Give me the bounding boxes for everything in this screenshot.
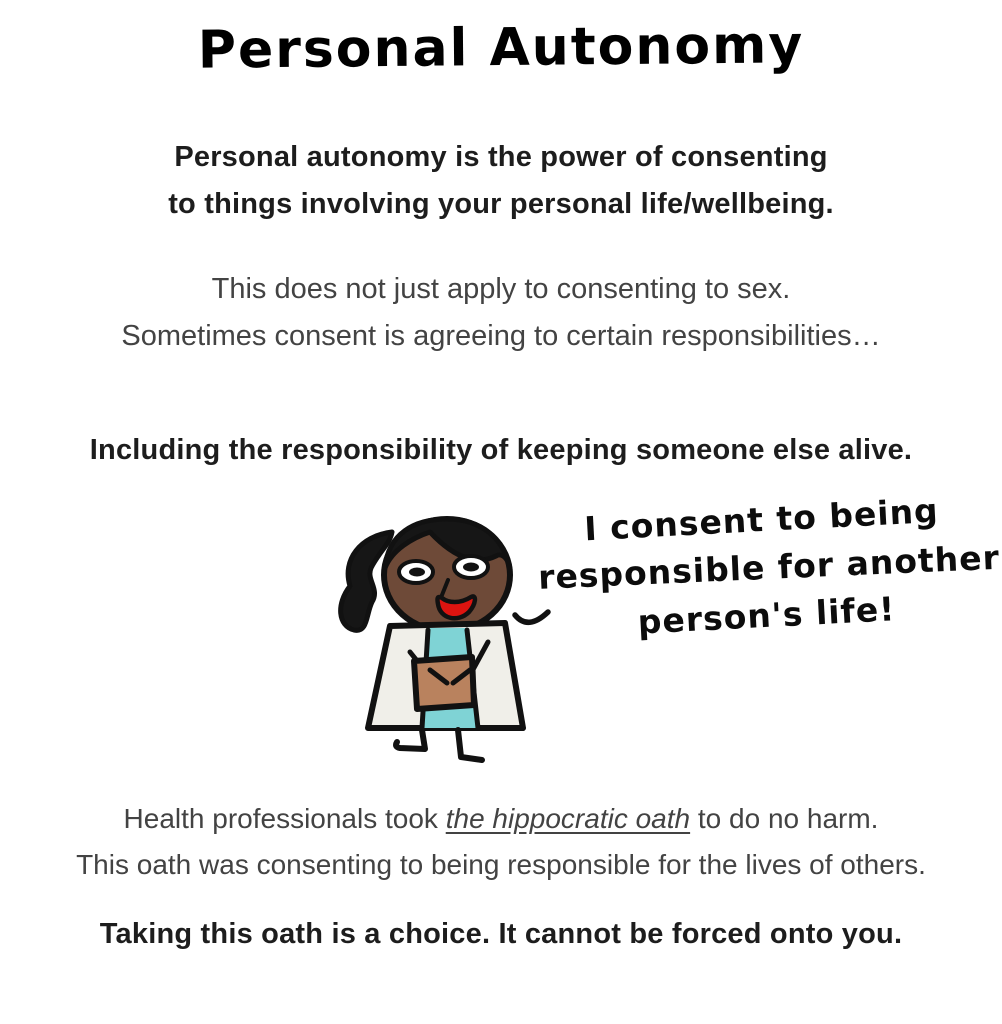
intro-line-1: Personal autonomy is the power of consenting <box>174 141 828 173</box>
intro-line-2: to things involving your personal life/wellbeing. <box>168 188 834 220</box>
oath-line-1 <box>0 796 1002 842</box>
oath-text <box>0 796 1002 888</box>
right-pupil <box>463 563 479 572</box>
oath-pre: Health professionals took <box>123 803 446 834</box>
oath-post: to do no harm. <box>690 803 879 834</box>
speech-text <box>535 484 1001 651</box>
clarify-line-2: Sometimes consent is agreeing to certain responsibilities… <box>121 320 881 352</box>
speech-line-2: responsible for another <box>537 537 1001 597</box>
including-text: Including the responsibility of keeping someone else alive. <box>89 434 913 466</box>
speech-line-1: I consent to being <box>583 490 940 549</box>
intro-text <box>0 134 1002 228</box>
right-leg <box>458 730 482 760</box>
left-leg <box>396 730 425 749</box>
oath-line-2: This oath was consenting to being responsible for the lives of others. <box>76 849 926 880</box>
closing-text: Taking this oath is a choice. It cannot be forced onto you. <box>99 918 903 950</box>
page-title: Personal Autonomy <box>197 15 805 81</box>
oath-emphasis: the hippocratic oath <box>445 803 691 834</box>
doctor-illustration <box>330 490 570 780</box>
clarify-line-1: This does not just apply to consenting to sex. <box>211 273 791 305</box>
speech-line-3: person's life! <box>636 589 897 642</box>
left-pupil <box>409 568 425 577</box>
clarify-text <box>0 266 1002 360</box>
